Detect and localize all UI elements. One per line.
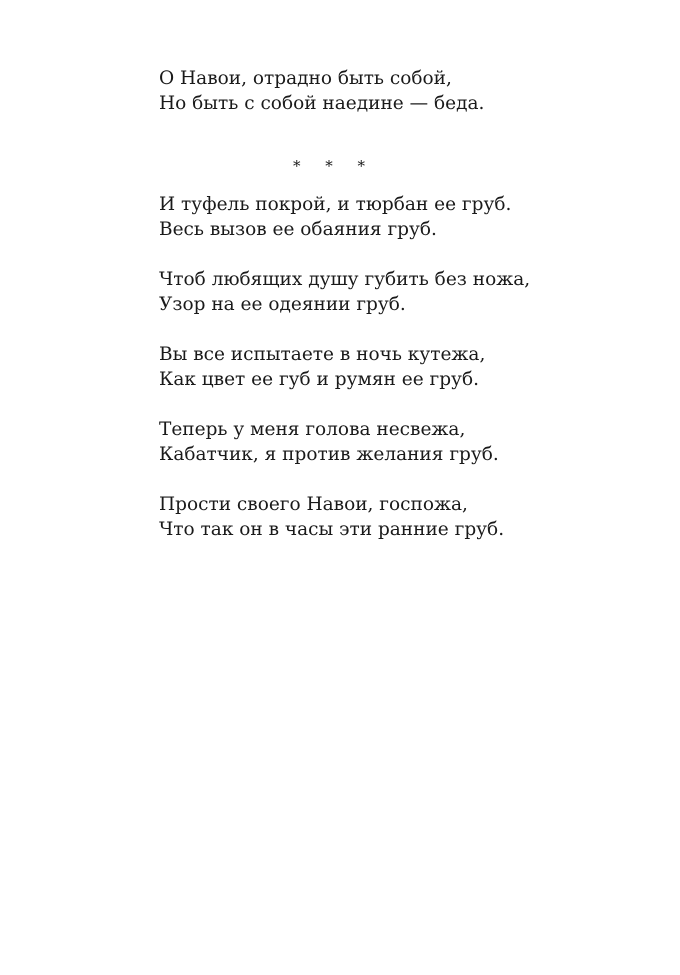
verse-line: О Навои, отрадно быть собой, <box>159 68 452 89</box>
stanza <box>159 342 639 392</box>
stanza <box>159 192 639 242</box>
verse-line: Но быть с собой наедине — беда. <box>159 93 485 114</box>
verse-line: Теперь у меня голова несвежа, <box>159 419 466 440</box>
verse-line: Что так он в часы эти ранние груб. <box>159 519 505 540</box>
verse-line: Вы все испытаете в ночь кутежа, <box>159 344 486 365</box>
verse-line: И туфель покрой, и тюрбан ее груб. <box>159 194 512 215</box>
poem-text-block <box>159 66 639 540</box>
stanza <box>159 492 639 542</box>
verse-line: Прости своего Навои, госпожа, <box>159 494 468 515</box>
poem <box>159 192 639 567</box>
verse-line: Кабатчик, я против желания груб. <box>159 444 499 465</box>
stanza <box>159 417 639 467</box>
stanza <box>159 267 639 317</box>
verse-line: Чтоб любящих душу губить без ножа, <box>159 269 531 290</box>
section-separator: * * * <box>292 157 376 175</box>
verse-line: Весь вызов ее обаяния груб. <box>159 219 437 240</box>
verse-line: Узор на ее одеянии груб. <box>159 294 406 315</box>
closing-couplet <box>159 66 639 116</box>
verse-line: Как цвет ее губ и румян ее груб. <box>159 369 479 390</box>
